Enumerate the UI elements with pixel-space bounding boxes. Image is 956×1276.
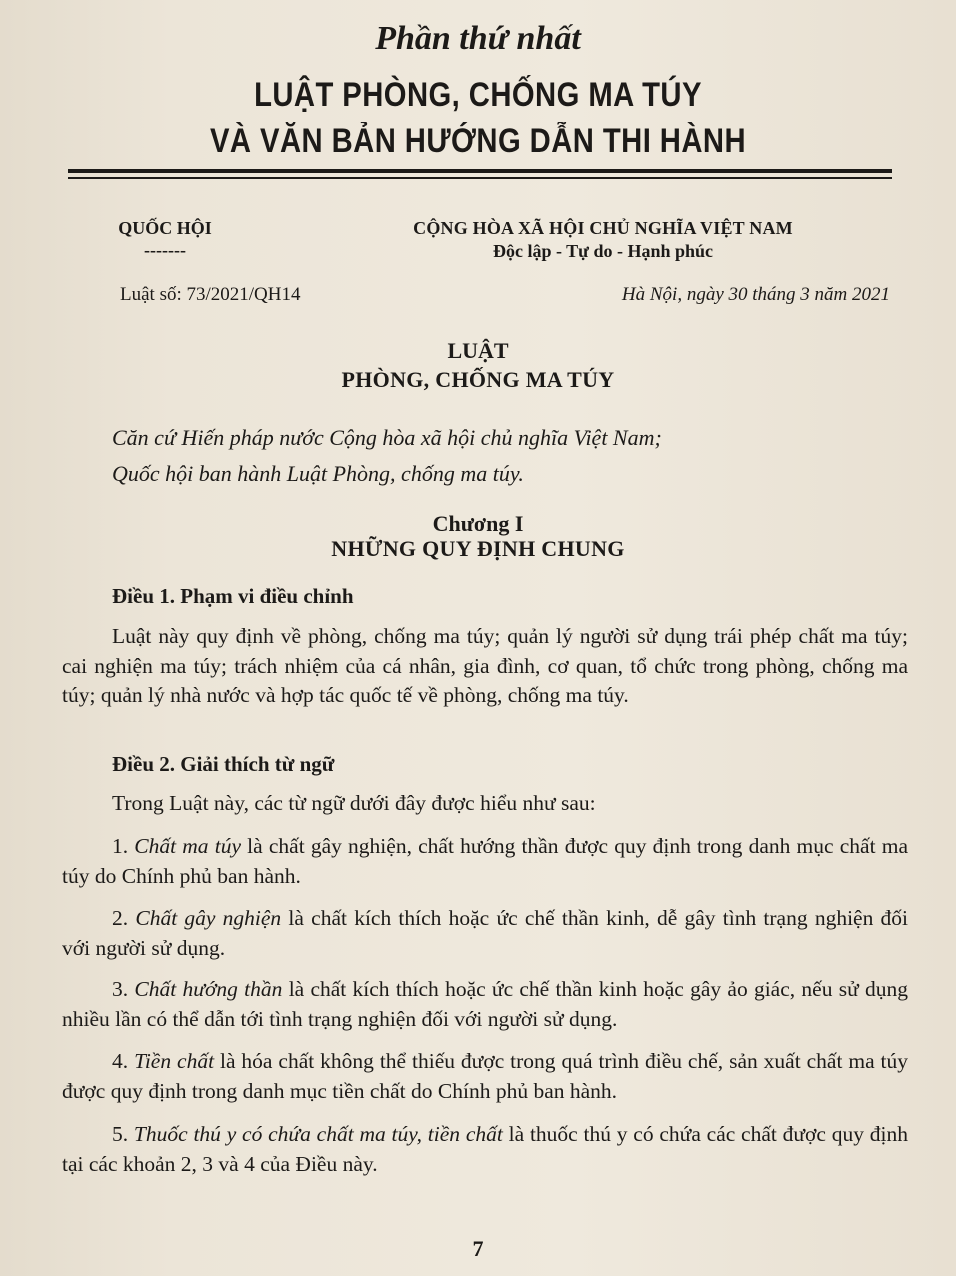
part-title: Phần thứ nhất (375, 20, 581, 57)
document-type: LUẬT (447, 338, 509, 363)
item-term: Tiền chất (134, 1049, 215, 1073)
page-number: 7 (472, 1236, 484, 1261)
definition-item-2 (62, 904, 908, 963)
issuer-name: QUỐC HỘI (118, 218, 212, 238)
article1-title: Điều 1. Phạm vi điều chỉnh (112, 584, 354, 608)
chapter-title: NHỮNG QUY ĐỊNH CHUNG (331, 536, 625, 561)
state-motto: Độc lập - Tự do - Hạnh phúc (492, 241, 714, 261)
collection-title-line2: VÀ VĂN BẢN HƯỚNG DẪN THI HÀNH (209, 122, 746, 160)
law-name: PHÒNG, CHỐNG MA TÚY (341, 367, 615, 392)
article2-intro: Trong Luật này, các từ ngữ dưới đây được hiểu như sau: (112, 791, 596, 815)
item-definition: là thuốc thú y có chứa các chất được quy định tại các khoản 2, 3 và 4 của Điều này. (62, 1122, 909, 1176)
chapter-number: Chương I (432, 511, 524, 536)
item-definition: là chất kích thích hoặc ức chế thần kinh, dễ gây tình trạng nghiện đối với người sử dụng. (62, 906, 909, 960)
item-term: Chất gây nghiện (135, 906, 282, 930)
item-number: 1. (112, 834, 129, 858)
item-term: Thuốc thú y có chứa chất ma túy, tiền chất (133, 1122, 503, 1146)
law-number: Luật số: 73/2021/QH14 (120, 284, 301, 305)
title-rule-thin (68, 177, 892, 179)
item-definition: là chất gây nghiện, chất hướng thần được quy định trong danh mục chất ma túy do Chính phủ ban hành. (62, 834, 908, 888)
basis-line2: Quốc hội ban hành Luật Phòng, chống ma túy. (112, 461, 524, 486)
definition-item-4 (62, 1047, 908, 1106)
title-rule-thick (68, 169, 892, 173)
item-number: 5. (112, 1122, 129, 1146)
issuer-separator: ------- (144, 240, 186, 260)
basis-line1: Căn cứ Hiến pháp nước Cộng hòa xã hội chủ nghĩa Việt Nam; (112, 425, 662, 450)
definition-item-3 (62, 975, 908, 1034)
article1-text: Luật này quy định về phòng, chống ma túy; quản lý người sử dụng trái phép chất ma túy; cai nghiện ma túy; trách nhiệm của cá nhân, gia đình, cơ quan, tổ chức trong phòng, chống ma túy; quản lý nhà nước và hợp tác quốc tế về phòng, chống ma túy. (62, 624, 908, 707)
item-term: Chất ma túy (134, 834, 241, 858)
article2-title: Điều 2. Giải thích từ ngữ (112, 752, 335, 776)
state-name: CỘNG HÒA XÃ HỘI CHỦ NGHĨA VIỆT NAM (413, 218, 793, 238)
item-number: 2. (112, 906, 129, 930)
collection-title-line1: LUẬT PHÒNG, CHỐNG MA TÚY (254, 76, 702, 114)
item-number: 3. (112, 977, 129, 1001)
item-definition: là hóa chất không thể thiếu được trong quá trình điều chế, sản xuất chất ma túy được quy định trong danh mục tiền chất do Chính phủ ban hành. (62, 1049, 909, 1103)
definition-item-5 (62, 1120, 908, 1179)
item-definition: là chất kích thích hoặc ức chế thần kinh hoặc gây ảo giác, nếu sử dụng nhiều lần có thể dẫn tới tình trạng nghiện đối với người sử dụng. (62, 977, 909, 1031)
item-number: 4. (112, 1049, 129, 1073)
item-term: Chất hướng thần (134, 977, 283, 1001)
place-date: Hà Nội, ngày 30 tháng 3 năm 2021 (621, 284, 890, 305)
definition-item-1 (62, 832, 908, 891)
